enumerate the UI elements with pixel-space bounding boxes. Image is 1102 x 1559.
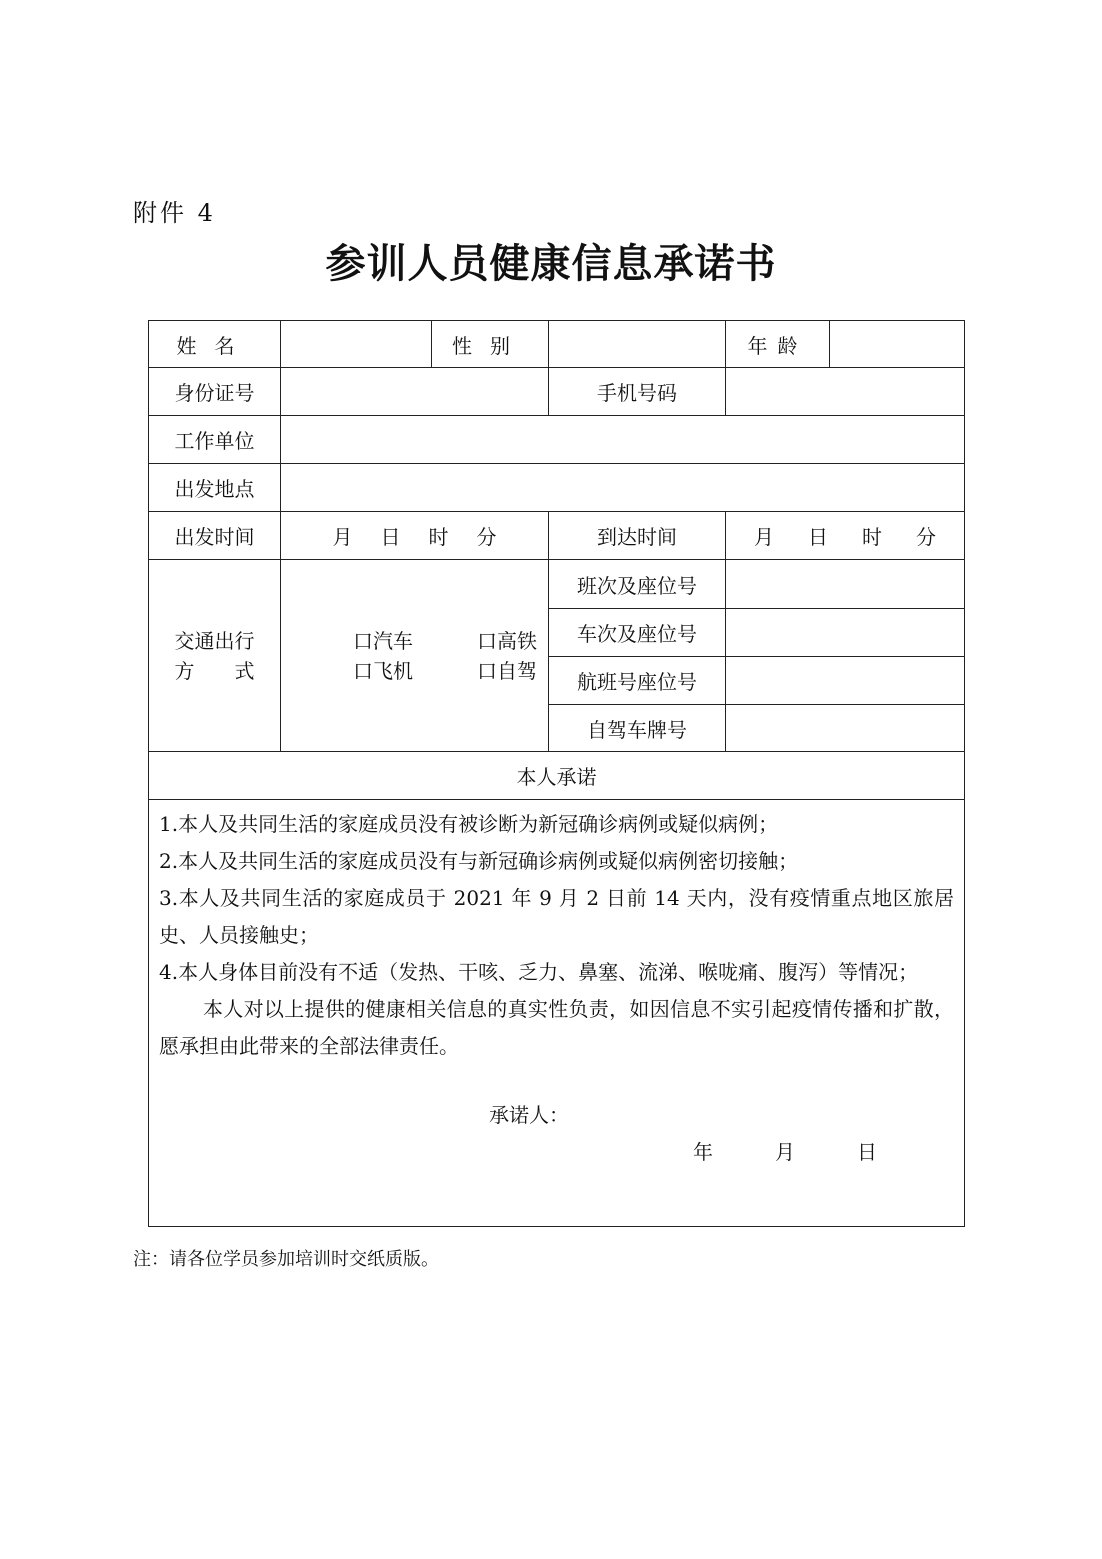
departure-place-field[interactable] xyxy=(281,464,965,512)
departure-time-label: 出发时间 xyxy=(149,512,281,560)
option-self-drive[interactable]: 口自驾 xyxy=(477,658,537,683)
date-year-unit: 年 xyxy=(693,1140,713,1164)
commitment-statement: 本人对以上提供的健康相关信息的真实性负责，如因信息不实引起疫情传播和扩散，愿承担由此带来的全部法律责任。 xyxy=(159,997,954,1058)
bus-seat-field[interactable] xyxy=(726,560,965,609)
flight-seat-field[interactable] xyxy=(726,657,965,705)
option-bus[interactable]: 口汽车 xyxy=(353,628,413,653)
age-field[interactable] xyxy=(830,321,965,368)
flight-seat-label: 航班号座位号 xyxy=(549,657,726,705)
departure-minute-unit: 分 xyxy=(476,525,497,549)
document-title: 参训人员健康信息承诺书 xyxy=(325,241,777,287)
car-plate-field[interactable] xyxy=(726,705,965,752)
transport-label-line2: 方 式 xyxy=(174,658,255,683)
car-plate-label: 自驾车牌号 xyxy=(549,705,726,752)
name-label: 姓名 xyxy=(149,321,281,368)
arrival-minute-unit: 分 xyxy=(916,525,936,549)
arrival-day-unit: 日 xyxy=(808,525,828,549)
arrival-time-field[interactable] xyxy=(726,512,965,560)
phone-field[interactable] xyxy=(726,368,965,416)
transport-options xyxy=(281,560,549,752)
work-unit-field[interactable] xyxy=(281,416,965,464)
date-day-unit: 日 xyxy=(857,1140,877,1164)
departure-hour-unit: 时 xyxy=(428,525,449,549)
commitment-item-2: 2.本人及共同生活的家庭成员没有与新冠确诊病例或疑似病例密切接触； xyxy=(159,849,799,873)
train-seat-field[interactable] xyxy=(726,609,965,657)
date-month-unit: 月 xyxy=(775,1140,795,1164)
arrival-hour-unit: 时 xyxy=(862,525,882,549)
signer-label: 承诺人： xyxy=(489,1103,569,1127)
gender-label: 性别 xyxy=(432,321,549,368)
transport-mode-label xyxy=(149,560,281,752)
age-label: 年龄 xyxy=(726,321,830,368)
work-unit-label: 工作单位 xyxy=(149,416,281,464)
departure-time-field[interactable] xyxy=(281,512,549,560)
id-number-field[interactable] xyxy=(281,368,549,416)
name-field[interactable] xyxy=(281,321,432,368)
arrival-time-label: 到达时间 xyxy=(549,512,726,560)
health-info-form xyxy=(148,320,965,1227)
arrival-month-unit: 月 xyxy=(754,525,774,549)
signature-date xyxy=(159,1134,954,1171)
option-plane[interactable]: 口飞机 xyxy=(353,658,413,683)
train-seat-label: 车次及座位号 xyxy=(549,609,726,657)
gender-field[interactable] xyxy=(549,321,726,368)
departure-month-unit: 月 xyxy=(332,525,353,549)
phone-label: 手机号码 xyxy=(549,368,726,416)
option-high-speed-rail[interactable]: 口高铁 xyxy=(477,628,537,653)
commitment-body xyxy=(149,800,965,1227)
commitment-item-4: 4.本人身体目前没有不适（发热、干咳、乏力、鼻塞、流涕、喉咙痛、腹泻）等情况； xyxy=(159,960,919,984)
footer-note: 注：请各位学员参加培训时交纸质版。 xyxy=(133,1249,439,1270)
commitment-header: 本人承诺 xyxy=(149,752,965,800)
transport-label-line1: 交通出行 xyxy=(174,628,255,653)
departure-place-label: 出发地点 xyxy=(149,464,281,512)
departure-day-unit: 日 xyxy=(380,525,401,549)
commitment-item-1: 1.本人及共同生活的家庭成员没有被诊断为新冠确诊病例或疑似病例； xyxy=(159,812,779,836)
attachment-label: 附件 4 xyxy=(133,199,216,227)
commitment-item-3: 3.本人及共同生活的家庭成员于 2021 年 9 月 2 日前 14 天内，没有疫情重点地区旅居史、人员接触史； xyxy=(159,886,954,947)
id-number-label: 身份证号 xyxy=(149,368,281,416)
bus-seat-label: 班次及座位号 xyxy=(549,560,726,609)
